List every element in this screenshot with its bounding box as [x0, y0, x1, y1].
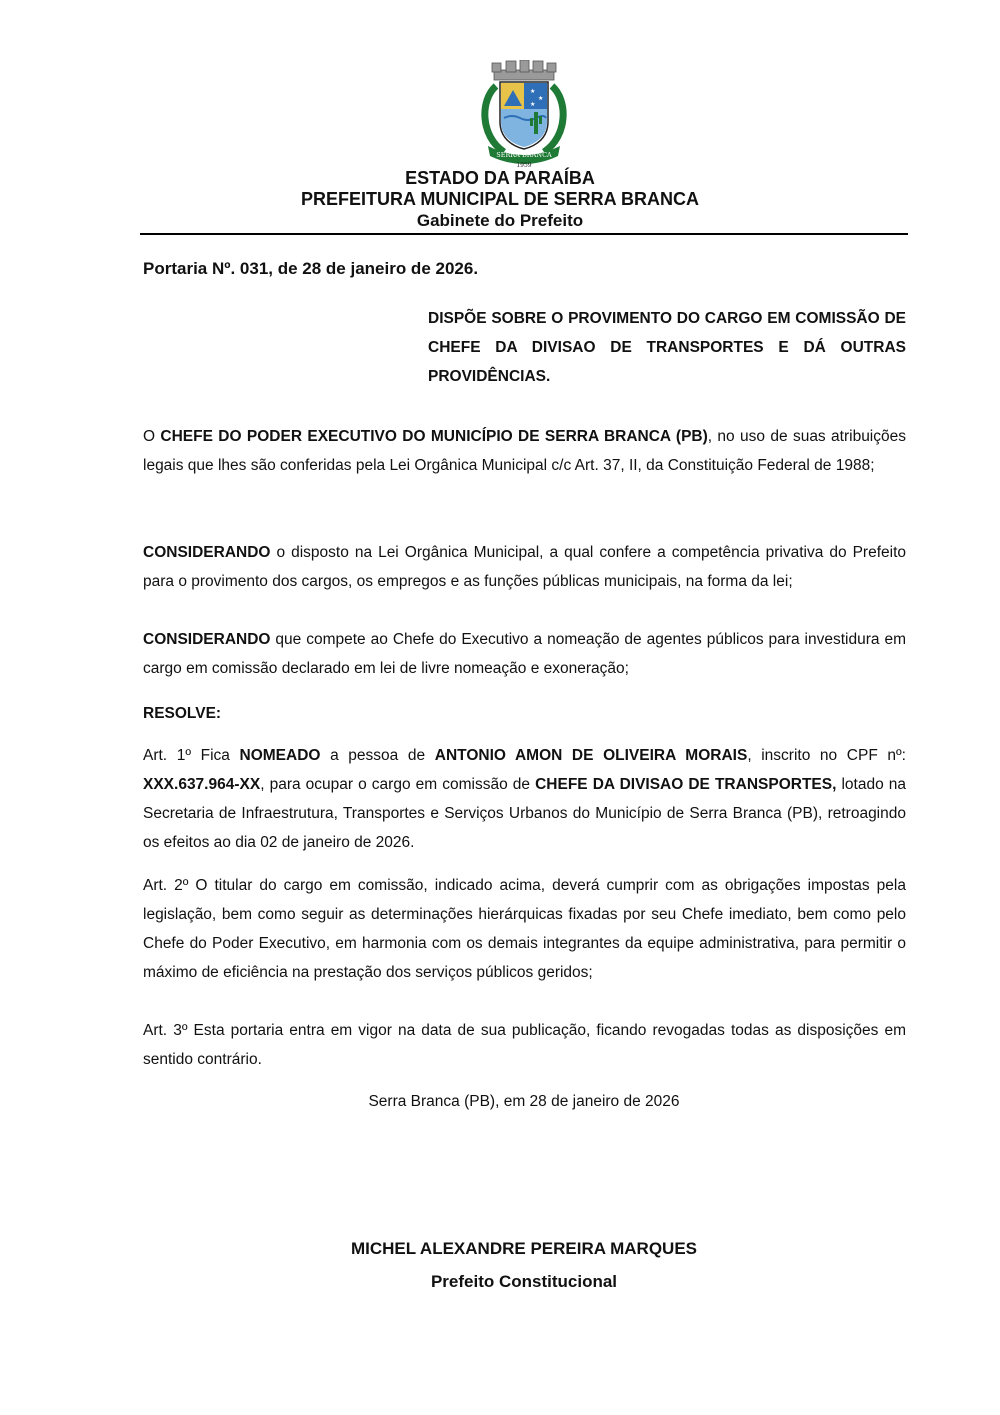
- considerando-paragraph-1: [143, 538, 906, 596]
- portaria-title: Portaria Nº. 031, de 28 de janeiro de 2026.: [143, 259, 479, 278]
- article-3: Art. 3º Esta portaria entra em vigor na data de sua publicação, ficando revogadas todas as disposições em sentido contrário.: [143, 1022, 906, 1068]
- signatory-name: MICHEL ALEXANDRE PEREIRA MARQUES: [350, 1239, 697, 1258]
- municipal-coat-of-arms: [478, 60, 570, 168]
- art1-text-b: a pessoa de: [320, 747, 435, 764]
- crest-year: 1959: [516, 162, 532, 168]
- article-2: Art. 2º O titular do cargo em comissão, indicado acima, deverá cumprir com as obrigações impostas pela legislação, bem como seguir as determinações hierárquicas fixadas por seu Chefe imediato, bem como pelo Chefe do Poder Executivo, em harmonia com os demais integrantes da equipe administrativa, para permitir o máximo de eficiência na prestação dos serviços públicos geridos;: [143, 877, 906, 981]
- header-office: Gabinete do Prefeito: [416, 211, 584, 230]
- intro-prefix: O: [143, 428, 161, 445]
- art1-text-e: lotado na Secretaria de Infraestrutura, Transportes e Serviços Urbanos do Município de Serra Branca (PB), retroagindo os efeitos ao dia 02 de janeiro de 2026.: [143, 776, 907, 851]
- header-municipality: PREFEITURA MUNICIPAL DE SERRA BRANCA: [300, 189, 699, 209]
- intro-text: , no uso de suas atribuições legais que lhes são conferidas pela Lei Orgânica Municipal c/c Art. 37, II, da Constituição Federal de 1988;: [143, 428, 906, 474]
- svg-text:★: ★: [530, 101, 536, 108]
- crown: [492, 60, 556, 80]
- art1-cpf: XXX.637.964-XX: [143, 776, 261, 793]
- considerando-text-2: que compete ao Chefe do Executivo a nomeação de agentes públicos para investidura em cargo em comissão declarado em lei de livre nomeação e exoneração;: [143, 631, 906, 677]
- article-1: [143, 741, 906, 857]
- art1-text-a: Art. 1º Fica: [143, 747, 240, 764]
- considerando-label-1: CONSIDERANDO: [143, 544, 271, 561]
- art1-text-c: , inscrito no CPF nº:: [747, 747, 906, 764]
- signatory-title: Prefeito Constitucional: [430, 1272, 618, 1291]
- intro-authority: CHEFE DO PODER EXECUTIVO DO MUNICÍPIO DE SERRA BRANCA (PB): [160, 428, 708, 445]
- intro-paragraph: [143, 422, 906, 480]
- header-divider: [140, 233, 908, 235]
- art1-nomeado: NOMEADO: [239, 747, 321, 764]
- considerando-text-1: o disposto na Lei Orgânica Municipal, a qual confere a competência privativa do Prefeito para o provimento dos cargos, os empregos e as funções públicas municipais, na forma da lei;: [143, 544, 906, 590]
- considerando-label-2: CONSIDERANDO: [143, 631, 271, 648]
- place-and-date: Serra Branca (PB), em 28 de janeiro de 2026: [368, 1093, 680, 1110]
- ementa: DISPÕE SOBRE O PROVIMENTO DO CARGO EM COMISSÃO DE CHEFE DA DIVISAO DE TRANSPORTES E DÁ OUTRAS PROVIDÊNCIAS.: [428, 310, 906, 385]
- header-state: ESTADO DA PARAÍBA: [405, 168, 595, 188]
- svg-text:★: ★: [530, 88, 536, 95]
- art1-position: CHEFE DA DIVISAO DE TRANSPORTES,: [535, 776, 837, 793]
- svg-text:★: ★: [538, 95, 544, 102]
- art1-text-d: , para ocupar o cargo em comissão de: [260, 776, 536, 793]
- crest-motto: SERRA BRANCA: [496, 151, 552, 159]
- art1-person-name: ANTONIO AMON DE OLIVEIRA MORAIS: [434, 747, 748, 764]
- considerando-paragraph-2: [143, 625, 906, 683]
- resolve-heading: RESOLVE:: [143, 705, 222, 722]
